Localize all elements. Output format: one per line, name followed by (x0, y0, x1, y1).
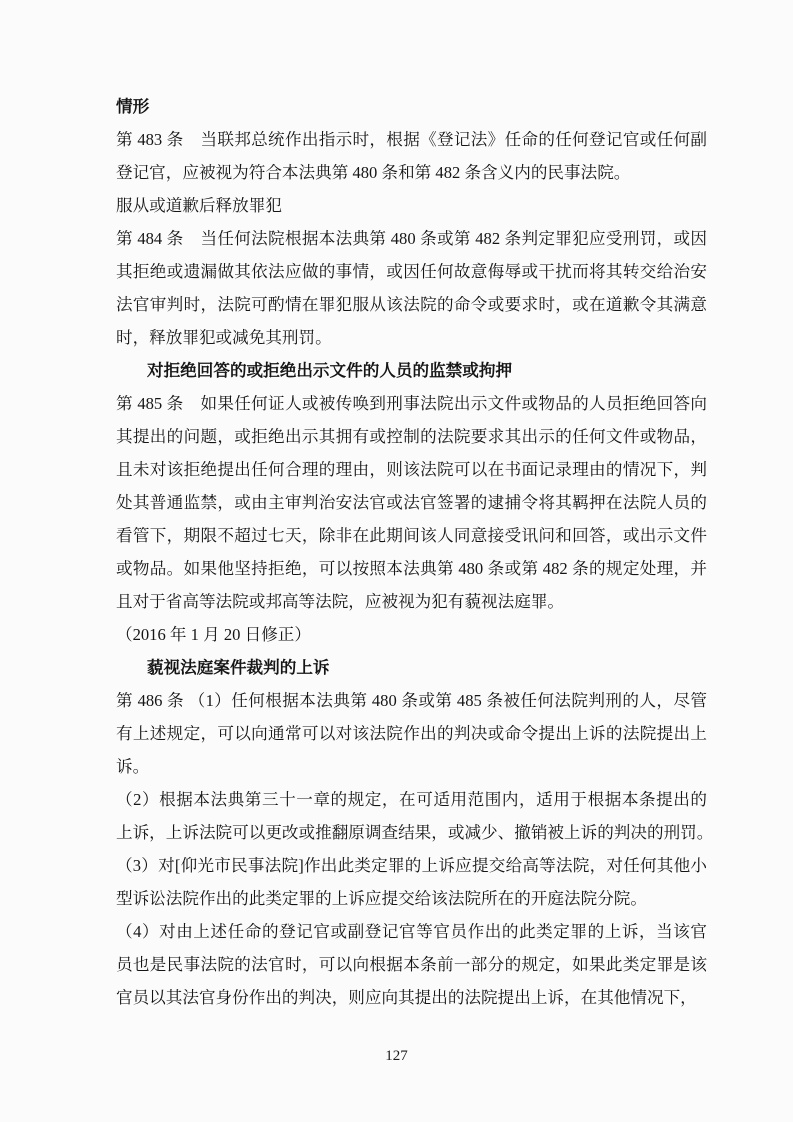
text-line: （3）对[仰光市民事法院]作出此类定罪的上诉应提交给高等法院，对任何其他小 (116, 856, 707, 875)
text-line: 处其普通监禁，或由主审判治安法官或法官签署的逮捕令将其羁押在法院人员的 (116, 493, 707, 512)
text-line: 或物品。如果他坚持拒绝，可以按照本法典第 480 条或第 482 条的规定处理，并 (116, 559, 707, 578)
section-heading: 对拒绝回答的或拒绝出示文件的人员的监禁或拘押 (147, 361, 513, 380)
text-line: 时，释放罪犯或减免其刑罚。 (116, 328, 332, 347)
text-line: 第 484 条 当任何法院根据本法典第 480 条或第 482 条判定罪犯应受刑罚，或因 (116, 229, 707, 248)
text-line: 其拒绝或遗漏做其依法应做的事情，或因任何故意侮辱或干扰而将其转交给治安 (116, 262, 707, 281)
section-heading: 藐视法庭案件裁判的上诉 (147, 658, 330, 677)
text-line: 第 485 条 如果任何证人或被传唤到刑事法院出示文件或物品的人员拒绝回答向 (116, 394, 707, 413)
section-heading: 情形 (116, 97, 150, 116)
text-line: 法官审判时，法院可酌情在罪犯服从该法院的命令或要求时，或在道歉令其满意 (116, 295, 707, 314)
text-line: 官员以其法官身份作出的判决，则应向其提出的法院提出上诉，在其他情况下， (116, 988, 697, 1007)
text-line: 第 483 条 当联邦总统作出指示时，根据《登记法》任命的任何登记官或任何副 (116, 130, 707, 149)
text-line: （2）根据本法典第三十一章的规定，在可适用范围内，适用于根据本条提出的 (116, 790, 707, 809)
text-line: 有上述规定，可以向通常可以对该法院作出的判决或命令提出上诉的法院提出上 (116, 724, 707, 743)
text-line: （4）对由上述任命的登记官或副登记官等官员作出的此类定罪的上诉，当该官 (116, 922, 707, 941)
text-line: 上诉，上诉法院可以更改或推翻原调查结果，或减少、撤销被上诉的判决的刑罚。 (116, 823, 714, 842)
text-line: 看管下，期限不超过七天，除非在此期间该人同意接受讯问和回答，或出示文件 (116, 526, 707, 545)
text-line: 员也是民事法院的法官时，可以向根据本条前一部分的规定，如果此类定罪是该 (116, 955, 707, 974)
text-line: 第 486 条 （1）任何根据本法典第 480 条或第 485 条被任何法院判刑的人，尽管 (116, 691, 707, 710)
text-line: 且对于省高等法院或邦高等法院，应被视为犯有藐视法庭罪。 (116, 592, 565, 611)
section-heading: 服从或道歉后释放罪犯 (116, 196, 282, 215)
text-line: 型诉讼法院作出的此类定罪的上诉应提交给该法院所在的开庭法院分院。 (116, 889, 647, 908)
text-line: 登记官，应被视为符合本法典第 480 条和第 482 条含义内的民事法院。 (116, 163, 631, 182)
page-number: 127 (385, 1048, 408, 1064)
page-footer (0, 1046, 793, 1066)
document-content (116, 90, 714, 1014)
text-line: 且未对该拒绝提出任何合理的理由，则该法院可以在书面记录理由的情况下，判 (116, 460, 707, 479)
text-line: （2016 年 1 月 20 日修正） (116, 625, 311, 644)
text-line: 诉。 (116, 757, 150, 776)
text-line: 其提出的问题，或拒绝出示其拥有或控制的法院要求其出示的任何文件或物品， (116, 427, 707, 446)
